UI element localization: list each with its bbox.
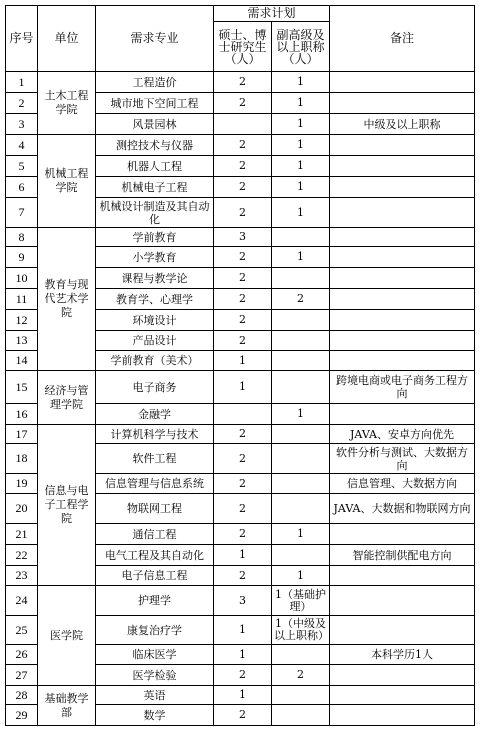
senior-count-cell: 1 <box>272 177 330 198</box>
major-cell: 城市地下空间工程 <box>96 93 214 114</box>
remark-cell <box>330 331 475 351</box>
major-cell: 工程造价 <box>96 72 214 93</box>
remark-cell: 软件分析与测试、大数据方向 <box>330 444 475 474</box>
masters-count-cell: 2 <box>214 705 272 726</box>
masters-count-cell: 2 <box>214 289 272 310</box>
masters-count-cell: 1 <box>214 351 272 371</box>
masters-count-cell: 2 <box>214 177 272 198</box>
header-seq: 序号 <box>6 6 38 72</box>
seq-cell: 22 <box>6 545 38 566</box>
masters-count-cell: 2 <box>214 524 272 545</box>
seq-cell: 27 <box>6 665 38 686</box>
masters-count-cell: 2 <box>214 310 272 331</box>
senior-count-cell: 1 <box>272 247 330 268</box>
major-cell: 通信工程 <box>96 524 214 545</box>
masters-count-cell: 2 <box>214 444 272 474</box>
senior-count-cell <box>272 371 330 404</box>
seq-cell: 19 <box>6 474 38 494</box>
major-cell: 机械设计制造及其自动化 <box>96 198 214 228</box>
major-cell: 产品设计 <box>96 331 214 351</box>
masters-count-cell: 2 <box>214 268 272 289</box>
seq-cell: 15 <box>6 371 38 404</box>
masters-count-cell: 3 <box>214 228 272 247</box>
remark-cell <box>330 135 475 156</box>
masters-count-cell: 1 <box>214 645 272 665</box>
senior-count-cell <box>272 645 330 665</box>
major-cell: 环境设计 <box>96 310 214 331</box>
unit-cell: 基础教学部 <box>38 686 96 726</box>
remark-cell <box>330 351 475 371</box>
masters-count-cell: 2 <box>214 474 272 494</box>
senior-count-cell <box>272 705 330 726</box>
masters-count-cell: 1 <box>214 545 272 566</box>
senior-count-cell: 1（基础护理） <box>272 586 330 616</box>
remark-cell: JAVA、安卓方向优先 <box>330 425 475 444</box>
senior-count-cell: 1 <box>272 156 330 177</box>
table-row <box>6 686 475 705</box>
unit-cell: 土木工程学院 <box>38 72 96 135</box>
seq-cell: 1 <box>6 72 38 93</box>
senior-count-cell <box>272 351 330 371</box>
major-cell: 医学检验 <box>96 665 214 686</box>
seq-cell: 7 <box>6 198 38 228</box>
senior-count-cell: 1 <box>272 135 330 156</box>
remark-cell <box>330 524 475 545</box>
senior-count-cell <box>272 425 330 444</box>
major-cell: 软件工程 <box>96 444 214 474</box>
masters-count-cell: 2 <box>214 331 272 351</box>
major-cell: 电子商务 <box>96 371 214 404</box>
remark-cell <box>330 228 475 247</box>
header-senior: 副高级及以上职称（人） <box>272 22 330 72</box>
remark-cell <box>330 404 475 425</box>
senior-count-cell: 1 <box>272 114 330 135</box>
senior-count-cell <box>272 545 330 566</box>
seq-cell: 10 <box>6 268 38 289</box>
recruitment-table-container <box>5 5 475 726</box>
major-cell: 测控技术与仪器 <box>96 135 214 156</box>
major-cell: 康复治疗学 <box>96 616 214 645</box>
header-remark: 备注 <box>330 6 475 72</box>
senior-count-cell: 1（中级及以上职称） <box>272 616 330 645</box>
masters-count-cell: 2 <box>214 72 272 93</box>
masters-count-cell: 2 <box>214 198 272 228</box>
senior-count-cell <box>272 444 330 474</box>
seq-cell: 26 <box>6 645 38 665</box>
seq-cell: 2 <box>6 93 38 114</box>
remark-cell: 本科学历1人 <box>330 645 475 665</box>
header-plan: 需求计划 <box>214 6 330 22</box>
masters-count-cell: 1 <box>214 616 272 645</box>
major-cell: 学前教育 <box>96 228 214 247</box>
senior-count-cell <box>272 331 330 351</box>
seq-cell: 3 <box>6 114 38 135</box>
masters-count-cell <box>214 404 272 425</box>
major-cell: 物联网工程 <box>96 494 214 524</box>
major-cell: 临床医学 <box>96 645 214 665</box>
major-cell: 数学 <box>96 705 214 726</box>
table-row <box>6 72 475 93</box>
remark-cell <box>330 247 475 268</box>
masters-count-cell: 1 <box>214 686 272 705</box>
masters-count-cell: 2 <box>214 665 272 686</box>
major-cell: 英语 <box>96 686 214 705</box>
seq-cell: 16 <box>6 404 38 425</box>
seq-cell: 24 <box>6 586 38 616</box>
senior-count-cell: 2 <box>272 665 330 686</box>
major-cell: 计算机科学与技术 <box>96 425 214 444</box>
masters-count-cell: 2 <box>214 135 272 156</box>
seq-cell: 5 <box>6 156 38 177</box>
senior-count-cell: 1 <box>272 566 330 586</box>
masters-count-cell: 2 <box>214 156 272 177</box>
remark-cell <box>330 198 475 228</box>
unit-cell: 医学院 <box>38 586 96 686</box>
masters-count-cell: 3 <box>214 586 272 616</box>
remark-cell <box>330 310 475 331</box>
remark-cell: JAVA、大数据和物联网方向 <box>330 494 475 524</box>
seq-cell: 18 <box>6 444 38 474</box>
masters-count-cell <box>214 114 272 135</box>
senior-count-cell: 1 <box>272 72 330 93</box>
major-cell: 电子信息工程 <box>96 566 214 586</box>
masters-count-cell: 2 <box>214 93 272 114</box>
major-cell: 小学教育 <box>96 247 214 268</box>
header-unit: 单位 <box>38 6 96 72</box>
senior-count-cell <box>272 268 330 289</box>
masters-count-cell: 2 <box>214 247 272 268</box>
seq-cell: 12 <box>6 310 38 331</box>
senior-count-cell: 1 <box>272 93 330 114</box>
remark-cell <box>330 72 475 93</box>
table-row <box>6 371 475 404</box>
major-cell: 课程与教学论 <box>96 268 214 289</box>
seq-cell: 21 <box>6 524 38 545</box>
masters-count-cell: 2 <box>214 425 272 444</box>
senior-count-cell: 1 <box>272 198 330 228</box>
senior-count-cell <box>272 228 330 247</box>
seq-cell: 20 <box>6 494 38 524</box>
remark-cell <box>330 586 475 616</box>
major-cell: 教育学、心理学 <box>96 289 214 310</box>
major-cell: 信息管理与信息系统 <box>96 474 214 494</box>
table-row <box>6 135 475 156</box>
seq-cell: 28 <box>6 686 38 705</box>
recruitment-table <box>5 5 475 726</box>
major-cell: 机器人工程 <box>96 156 214 177</box>
senior-count-cell: 1 <box>272 524 330 545</box>
seq-cell: 11 <box>6 289 38 310</box>
major-cell: 风景园林 <box>96 114 214 135</box>
header-major: 需求专业 <box>96 6 214 72</box>
remark-cell: 中级及以上职称 <box>330 114 475 135</box>
table-row <box>6 425 475 444</box>
remark-cell: 智能控制供配电方向 <box>330 545 475 566</box>
remark-cell <box>330 686 475 705</box>
remark-cell <box>330 268 475 289</box>
remark-cell <box>330 289 475 310</box>
remark-cell: 跨境电商或电子商务工程方向 <box>330 371 475 404</box>
seq-cell: 17 <box>6 425 38 444</box>
seq-cell: 13 <box>6 331 38 351</box>
major-cell: 金融学 <box>96 404 214 425</box>
senior-count-cell <box>272 310 330 331</box>
remark-cell <box>330 566 475 586</box>
seq-cell: 23 <box>6 566 38 586</box>
senior-count-cell <box>272 494 330 524</box>
table-body <box>6 72 475 726</box>
seq-cell: 4 <box>6 135 38 156</box>
remark-cell <box>330 616 475 645</box>
table-row <box>6 228 475 247</box>
unit-cell: 机械工程学院 <box>38 135 96 228</box>
remark-cell <box>330 156 475 177</box>
major-cell: 机械电子工程 <box>96 177 214 198</box>
seq-cell: 6 <box>6 177 38 198</box>
masters-count-cell: 1 <box>214 371 272 404</box>
unit-cell: 经济与管理学院 <box>38 371 96 425</box>
table-row <box>6 586 475 616</box>
seq-cell: 25 <box>6 616 38 645</box>
masters-count-cell: 2 <box>214 566 272 586</box>
seq-cell: 14 <box>6 351 38 371</box>
senior-count-cell: 2 <box>272 289 330 310</box>
remark-cell: 信息管理、大数据方向 <box>330 474 475 494</box>
major-cell: 学前教育（美术） <box>96 351 214 371</box>
senior-count-cell <box>272 686 330 705</box>
seq-cell: 29 <box>6 705 38 726</box>
seq-cell: 9 <box>6 247 38 268</box>
major-cell: 电气工程及其自动化 <box>96 545 214 566</box>
senior-count-cell: 1 <box>272 404 330 425</box>
major-cell: 护理学 <box>96 586 214 616</box>
remark-cell <box>330 177 475 198</box>
unit-cell: 教育与现代艺术学院 <box>38 228 96 371</box>
senior-count-cell <box>272 474 330 494</box>
remark-cell <box>330 665 475 686</box>
unit-cell: 信息与电子工程学院 <box>38 425 96 586</box>
remark-cell <box>330 93 475 114</box>
remark-cell <box>330 705 475 726</box>
header-masters: 硕士、博士研究生（人） <box>214 22 272 72</box>
seq-cell: 8 <box>6 228 38 247</box>
masters-count-cell: 2 <box>214 494 272 524</box>
